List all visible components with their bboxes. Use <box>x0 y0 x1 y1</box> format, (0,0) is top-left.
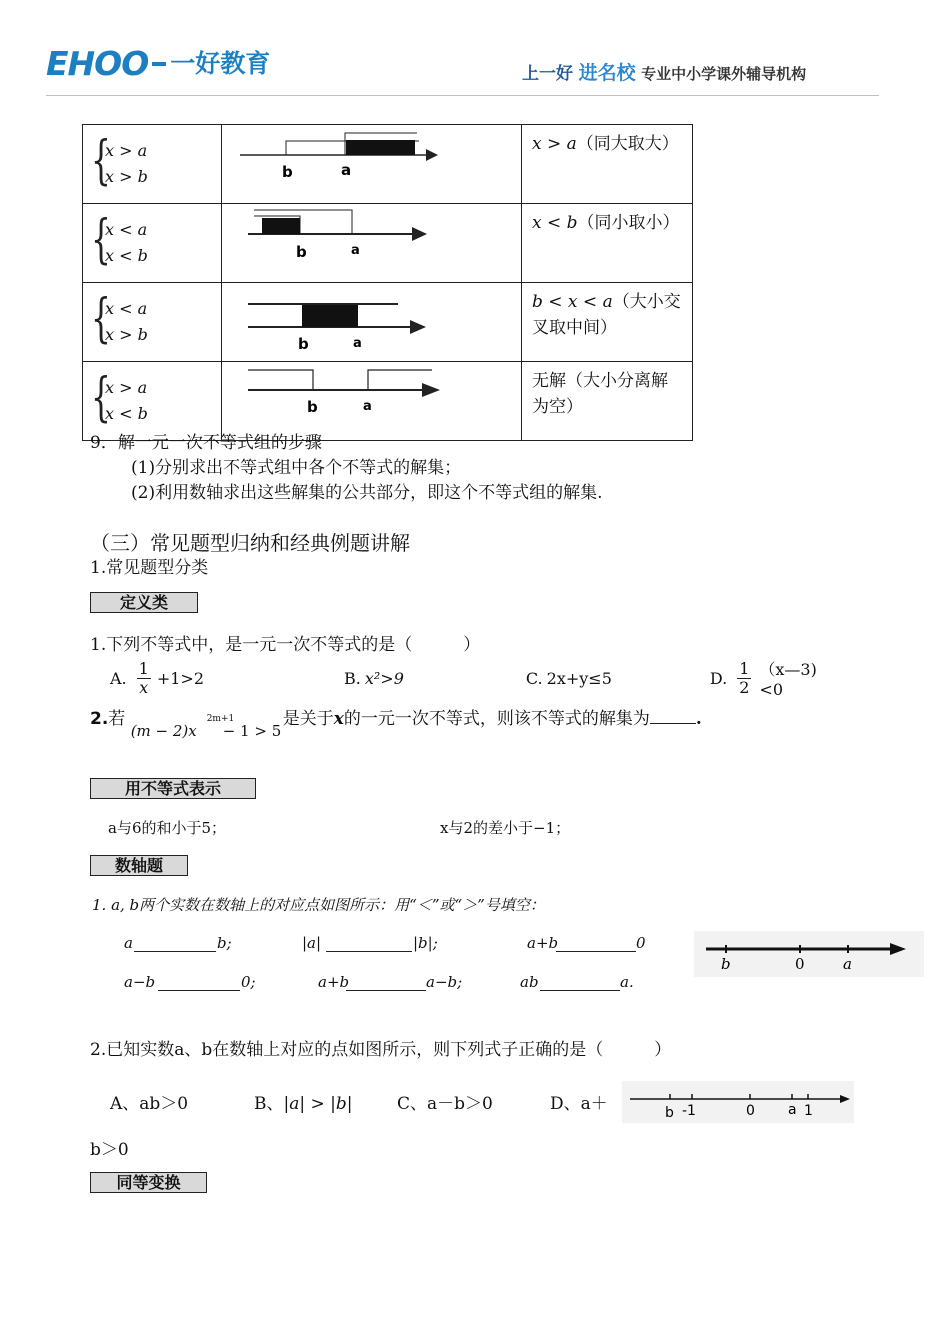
number-line-diagram <box>222 362 521 436</box>
express-item-1: a与6的和小于5； <box>108 819 227 837</box>
option-b-text: x²>9 <box>364 668 404 688</box>
number-line-diagram <box>222 283 521 357</box>
axis-label-0: 0 <box>746 1103 755 1119</box>
table-row: { x < a x > b b a b < x < a（大小交叉取中间） <box>83 283 693 362</box>
axis-label-b: b <box>665 1105 674 1121</box>
cell-left: ab <box>520 973 539 991</box>
solution: 无解 <box>532 371 566 391</box>
option-d-label: D. <box>709 668 728 688</box>
cell-right: b; <box>217 934 232 952</box>
point-b: b <box>296 243 307 261</box>
answer-blank[interactable] <box>326 937 412 952</box>
table-row: { x > a x > b b a x > a（同大取大） <box>83 125 693 204</box>
cell-left: a <box>124 934 133 952</box>
answer-blank[interactable] <box>650 709 696 724</box>
system-line-2: x > b <box>105 325 148 344</box>
answer-blank[interactable] <box>158 976 240 991</box>
frac-den: x <box>139 677 149 697</box>
answer-blank[interactable] <box>556 937 636 952</box>
option-a-label: A. <box>110 668 127 688</box>
q-formula <box>130 710 283 740</box>
q-nl2-number-line <box>622 1081 854 1123</box>
point-b: b <box>307 398 318 416</box>
q-suffix: 的一元一次不等式，则该不等式的解集为 <box>343 709 650 729</box>
system-line-2: x < b <box>105 246 148 265</box>
q-nl2-opt-b <box>254 1089 352 1114</box>
option-b-label: B. <box>344 668 361 688</box>
axis-label-1: 1 <box>804 1103 813 1119</box>
slogan-part1: 上一好 <box>522 64 573 84</box>
cell-right: 0 <box>636 934 646 952</box>
table-row: { x < a x < b b a x < b（同小取小） <box>83 204 693 283</box>
header-divider <box>46 95 879 96</box>
solution-note: （大小交叉取中间） <box>532 292 681 338</box>
section9-step2: (2)利用数轴求出这些解集的公共部分，即这个不等式组的解集. <box>131 483 603 503</box>
tag-transform: 同等变换 <box>90 1172 207 1193</box>
tag-definition: 定义类 <box>90 592 198 613</box>
q-def2 <box>90 704 702 740</box>
answer-blank[interactable] <box>346 976 426 991</box>
cell-right: |b|; <box>413 934 438 952</box>
opt-b-text: |a| > |b| <box>283 1094 353 1114</box>
express-item-2: x与2的差小于−1； <box>440 819 571 837</box>
q-nl2-opt-d: D、a＋ <box>550 1094 608 1114</box>
q-def1-stem: 1.下列不等式中，是一元一次不等式的是（ ） <box>90 635 481 655</box>
solution-note: （同小取小） <box>577 213 680 233</box>
slogan-part2: 进名校 <box>578 62 636 84</box>
axis-label-neg1: -1 <box>682 1103 696 1119</box>
point-b: b <box>298 335 309 353</box>
answer-blank[interactable] <box>540 976 620 991</box>
option-d-rest: （x—3)<0 <box>759 660 817 699</box>
option-c-text: 2x+y≤5 <box>546 668 612 688</box>
q-number: 2. <box>90 709 109 729</box>
option-d-fraction <box>737 660 751 697</box>
solution-note: （大小分离解为空） <box>532 371 668 417</box>
logo-cn: 一好教育 <box>170 49 271 78</box>
answer-blank[interactable] <box>134 937 216 952</box>
option-a-fraction <box>137 660 151 697</box>
q-mid: 是关于 <box>282 709 334 729</box>
logo-text: EHOO <box>46 44 149 83</box>
cell-left: |a| <box>302 934 322 952</box>
system-line-1: x < a <box>105 299 148 318</box>
table-row: { x > a x < b b a 无解（大小分离解为空） <box>83 362 693 441</box>
axis-label-0: 0 <box>795 955 805 973</box>
frac-num: 1 <box>739 658 750 678</box>
system-line-2: x < b <box>105 404 148 423</box>
slogan <box>522 58 806 85</box>
cell-right: a−b; <box>426 973 463 991</box>
cell-left: a+b <box>527 934 559 952</box>
q-nl1-number-line <box>694 931 924 977</box>
logo-dash <box>152 62 166 66</box>
tag-express: 用不等式表示 <box>90 778 256 799</box>
point-a: a <box>351 243 360 258</box>
cell-right: 0; <box>241 973 256 991</box>
q-def1-options <box>110 656 840 700</box>
option-a-rest: +1>2 <box>156 668 204 688</box>
q-nl2-opt-a: A、ab＞0 <box>110 1094 189 1114</box>
system-line-1: x > a <box>105 141 148 160</box>
q-prefix: 若 <box>108 709 126 729</box>
cell-left: a+b <box>318 973 350 991</box>
cell-left: a−b <box>124 973 156 991</box>
q-nl1-row1 <box>124 934 664 954</box>
point-a: a <box>363 399 372 414</box>
q-end: . <box>695 709 702 729</box>
solution-note: （同大取大） <box>576 134 679 154</box>
system-line-2: x > b <box>105 167 148 186</box>
frac-num: 1 <box>138 658 149 678</box>
section9-title: 9．解一元一次不等式组的步骤 <box>90 433 322 453</box>
section9-step1: (1)分别求出不等式组中各个不等式的解集； <box>131 458 462 478</box>
number-line-diagram <box>222 125 521 199</box>
solution: x > a <box>532 134 577 154</box>
formula-tail: − 1 > 5 <box>222 721 282 740</box>
axis-label-a: a <box>843 955 852 973</box>
q-nl2-stem: 2.已知实数a、b在数轴上对应的点如图所示，则下列式子正确的是（ ） <box>90 1040 672 1060</box>
number-line-diagram <box>222 204 521 278</box>
inequality-system-table <box>82 124 693 441</box>
slogan-part3: 专业中小学课外辅导机构 <box>641 65 807 83</box>
q-nl1-row2 <box>124 973 664 993</box>
cell-right: a. <box>620 973 634 991</box>
axis-label-b: b <box>721 955 731 973</box>
q-nl2-opt-c: C、a－b＞0 <box>397 1094 493 1114</box>
axis-label-a: a <box>788 1102 797 1118</box>
point-b: b <box>282 163 293 181</box>
system-line-1: x > a <box>105 378 148 397</box>
solution: b < x < a <box>532 292 613 312</box>
q-nl2-opt-d-cont: b＞0 <box>90 1140 129 1160</box>
point-a: a <box>341 161 352 179</box>
point-a: a <box>353 336 362 351</box>
opt-b-label: B、 <box>254 1094 284 1114</box>
solution: x < b <box>532 213 578 233</box>
formula-exponent: 2m+1 <box>206 713 235 724</box>
q-var: x <box>333 709 344 729</box>
section3-heading: （三）常见题型归纳和经典例题讲解 <box>90 531 410 555</box>
section3-sub1: 1.常见题型分类 <box>90 558 209 578</box>
system-line-1: x < a <box>105 220 148 239</box>
logo <box>46 46 270 82</box>
frac-den: 2 <box>739 677 750 697</box>
formula-base: (m − 2)x <box>130 721 197 740</box>
tag-numberline: 数轴题 <box>90 855 188 876</box>
q-nl1-stem: 1. a, b两个实数在数轴上的对应点如图所示：用“＜”或“＞”号填空： <box>92 896 545 914</box>
option-c-label: C. <box>525 668 543 688</box>
